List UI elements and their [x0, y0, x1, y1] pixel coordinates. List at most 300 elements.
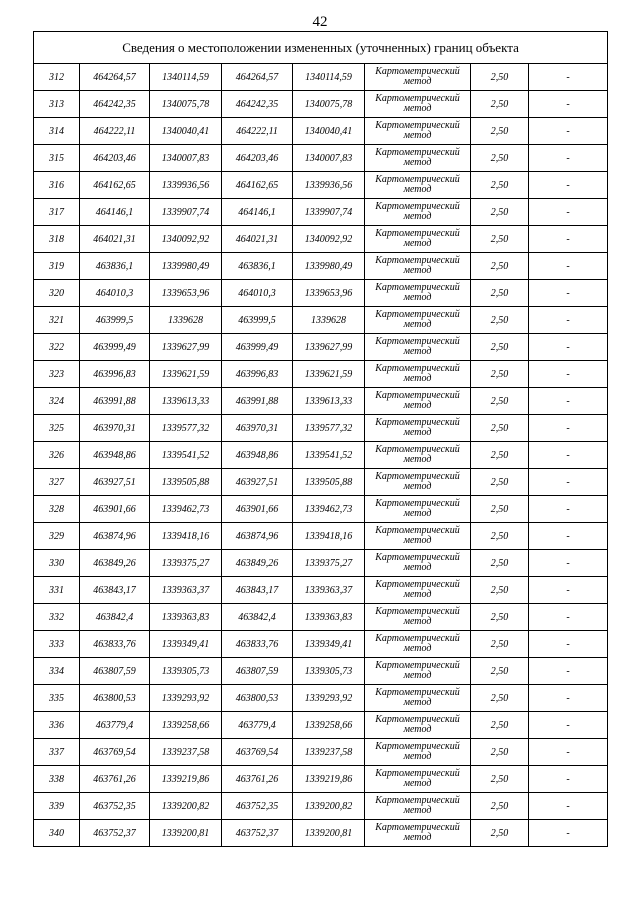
y-new-cell: 1339237,58 — [293, 739, 365, 766]
point-number-cell: 337 — [34, 739, 80, 766]
x-existing-cell: 463836,1 — [80, 253, 150, 280]
accuracy-cell: 2,50 — [471, 577, 529, 604]
note-cell: - — [529, 496, 608, 523]
table-row — [34, 199, 608, 226]
x-existing-cell: 463843,17 — [80, 577, 150, 604]
x-existing-cell: 463999,5 — [80, 307, 150, 334]
method-cell — [365, 280, 471, 307]
accuracy-cell: 2,50 — [471, 118, 529, 145]
method-line1: Картометрический — [375, 822, 460, 833]
method-line1: Картометрический — [375, 606, 460, 617]
note-cell: - — [529, 388, 608, 415]
x-existing-cell: 463752,37 — [80, 820, 150, 847]
method-line2: метод — [403, 103, 432, 114]
table-row — [34, 658, 608, 685]
y-new-cell: 1339505,88 — [293, 469, 365, 496]
x-existing-cell: 464162,65 — [80, 172, 150, 199]
point-number-cell: 335 — [34, 685, 80, 712]
x-existing-cell: 464264,57 — [80, 64, 150, 91]
note-cell: - — [529, 253, 608, 280]
method-line2: метод — [403, 346, 432, 357]
method-cell — [365, 172, 471, 199]
table-row — [34, 577, 608, 604]
method-line1: Картометрический — [375, 633, 460, 644]
method-cell — [365, 415, 471, 442]
note-cell: - — [529, 91, 608, 118]
accuracy-cell: 2,50 — [471, 64, 529, 91]
y-new-cell: 1339258,66 — [293, 712, 365, 739]
y-new-cell: 1339627,99 — [293, 334, 365, 361]
y-new-cell: 1340075,78 — [293, 91, 365, 118]
point-number-cell: 316 — [34, 172, 80, 199]
x-existing-cell: 464010,3 — [80, 280, 150, 307]
y-existing-cell: 1339200,82 — [150, 793, 222, 820]
method-line1: Картометрический — [375, 525, 460, 536]
x-new-cell: 463752,35 — [222, 793, 293, 820]
note-cell: - — [529, 415, 608, 442]
method-line2: метод — [403, 400, 432, 411]
y-existing-cell: 1339363,83 — [150, 604, 222, 631]
method-line2: метод — [403, 292, 432, 303]
note-cell: - — [529, 64, 608, 91]
point-number-cell: 336 — [34, 712, 80, 739]
accuracy-cell: 2,50 — [471, 523, 529, 550]
accuracy-cell: 2,50 — [471, 658, 529, 685]
method-line2: метод — [403, 373, 432, 384]
y-new-cell: 1340007,83 — [293, 145, 365, 172]
point-number-cell: 338 — [34, 766, 80, 793]
table-row — [34, 442, 608, 469]
y-existing-cell: 1339613,33 — [150, 388, 222, 415]
method-line2: метод — [403, 508, 432, 519]
x-new-cell: 463901,66 — [222, 496, 293, 523]
y-new-cell: 1339613,33 — [293, 388, 365, 415]
point-number-cell: 340 — [34, 820, 80, 847]
y-existing-cell: 1339237,58 — [150, 739, 222, 766]
point-number-cell: 318 — [34, 226, 80, 253]
y-new-cell: 1340114,59 — [293, 64, 365, 91]
note-cell: - — [529, 442, 608, 469]
method-line2: метод — [403, 265, 432, 276]
x-existing-cell: 463752,35 — [80, 793, 150, 820]
point-number-cell: 330 — [34, 550, 80, 577]
method-line1: Картометрический — [375, 363, 460, 374]
method-cell — [365, 820, 471, 847]
y-existing-cell: 1339258,66 — [150, 712, 222, 739]
method-line1: Картометрический — [375, 228, 460, 239]
method-line2: метод — [403, 832, 432, 843]
y-existing-cell: 1340114,59 — [150, 64, 222, 91]
accuracy-cell: 2,50 — [471, 415, 529, 442]
method-cell — [365, 685, 471, 712]
x-existing-cell: 463991,88 — [80, 388, 150, 415]
method-line2: метод — [403, 805, 432, 816]
point-number-cell: 317 — [34, 199, 80, 226]
x-new-cell: 463948,86 — [222, 442, 293, 469]
y-existing-cell: 1339305,73 — [150, 658, 222, 685]
method-line2: метод — [403, 589, 432, 600]
y-new-cell: 1339293,92 — [293, 685, 365, 712]
note-cell: - — [529, 631, 608, 658]
point-number-cell: 313 — [34, 91, 80, 118]
x-existing-cell: 463842,4 — [80, 604, 150, 631]
x-new-cell: 463970,31 — [222, 415, 293, 442]
x-new-cell: 464146,1 — [222, 199, 293, 226]
point-number-cell: 315 — [34, 145, 80, 172]
note-cell: - — [529, 523, 608, 550]
point-number-cell: 329 — [34, 523, 80, 550]
x-new-cell: 463874,96 — [222, 523, 293, 550]
x-existing-cell: 463769,54 — [80, 739, 150, 766]
y-existing-cell: 1339363,37 — [150, 577, 222, 604]
method-cell — [365, 145, 471, 172]
table-row — [34, 685, 608, 712]
y-existing-cell: 1339627,99 — [150, 334, 222, 361]
accuracy-cell: 2,50 — [471, 226, 529, 253]
x-existing-cell: 463849,26 — [80, 550, 150, 577]
point-number-cell: 332 — [34, 604, 80, 631]
method-line1: Картометрический — [375, 93, 460, 104]
y-new-cell: 1339363,37 — [293, 577, 365, 604]
method-line1: Картометрический — [375, 120, 460, 131]
accuracy-cell: 2,50 — [471, 280, 529, 307]
method-cell — [365, 442, 471, 469]
table-row — [34, 496, 608, 523]
y-new-cell: 1339200,81 — [293, 820, 365, 847]
method-cell — [365, 523, 471, 550]
x-existing-cell: 463779,4 — [80, 712, 150, 739]
table-row — [34, 253, 608, 280]
note-cell: - — [529, 820, 608, 847]
x-existing-cell: 463807,59 — [80, 658, 150, 685]
method-cell — [365, 199, 471, 226]
table-caption: Сведения о местоположении измененных (уточненных) границ объекта — [34, 32, 608, 64]
y-existing-cell: 1339621,59 — [150, 361, 222, 388]
method-line1: Картометрический — [375, 66, 460, 77]
method-cell — [365, 307, 471, 334]
method-line1: Картометрический — [375, 660, 460, 671]
y-new-cell: 1339541,52 — [293, 442, 365, 469]
accuracy-cell: 2,50 — [471, 388, 529, 415]
x-new-cell: 463807,59 — [222, 658, 293, 685]
method-cell — [365, 604, 471, 631]
y-existing-cell: 1339200,81 — [150, 820, 222, 847]
method-cell — [365, 388, 471, 415]
x-new-cell: 464242,35 — [222, 91, 293, 118]
x-new-cell: 463752,37 — [222, 820, 293, 847]
page-number: 42 — [312, 14, 328, 30]
table-row — [34, 91, 608, 118]
note-cell: - — [529, 739, 608, 766]
note-cell: - — [529, 712, 608, 739]
method-cell — [365, 226, 471, 253]
method-line2: метод — [403, 130, 432, 141]
x-new-cell: 463991,88 — [222, 388, 293, 415]
note-cell: - — [529, 145, 608, 172]
x-new-cell: 464162,65 — [222, 172, 293, 199]
method-line1: Картометрический — [375, 552, 460, 563]
y-new-cell: 1339980,49 — [293, 253, 365, 280]
x-new-cell: 464021,31 — [222, 226, 293, 253]
point-number-cell: 326 — [34, 442, 80, 469]
method-cell — [365, 334, 471, 361]
note-cell: - — [529, 334, 608, 361]
accuracy-cell: 2,50 — [471, 307, 529, 334]
method-line1: Картометрический — [375, 498, 460, 509]
x-new-cell: 463761,26 — [222, 766, 293, 793]
x-new-cell: 463996,83 — [222, 361, 293, 388]
x-new-cell: 464264,57 — [222, 64, 293, 91]
y-new-cell: 1340092,92 — [293, 226, 365, 253]
y-new-cell: 1339349,41 — [293, 631, 365, 658]
point-number-cell: 319 — [34, 253, 80, 280]
x-new-cell: 463833,76 — [222, 631, 293, 658]
method-cell — [365, 658, 471, 685]
table-row — [34, 631, 608, 658]
point-number-cell: 323 — [34, 361, 80, 388]
point-number-cell: 314 — [34, 118, 80, 145]
table-row — [34, 388, 608, 415]
y-existing-cell: 1339505,88 — [150, 469, 222, 496]
table-row — [34, 793, 608, 820]
table-row — [34, 415, 608, 442]
method-line1: Картометрический — [375, 174, 460, 185]
x-new-cell: 463800,53 — [222, 685, 293, 712]
accuracy-cell: 2,50 — [471, 91, 529, 118]
note-cell: - — [529, 604, 608, 631]
y-existing-cell: 1339980,49 — [150, 253, 222, 280]
method-line1: Картометрический — [375, 417, 460, 428]
table-row — [34, 172, 608, 199]
x-new-cell: 463999,5 — [222, 307, 293, 334]
point-number-cell: 312 — [34, 64, 80, 91]
y-existing-cell: 1339541,52 — [150, 442, 222, 469]
table-row — [34, 145, 608, 172]
note-cell: - — [529, 361, 608, 388]
method-line1: Картометрический — [375, 795, 460, 806]
y-new-cell: 1339621,59 — [293, 361, 365, 388]
method-line1: Картометрический — [375, 390, 460, 401]
x-new-cell: 463843,17 — [222, 577, 293, 604]
x-existing-cell: 463996,83 — [80, 361, 150, 388]
y-existing-cell: 1340075,78 — [150, 91, 222, 118]
table-row — [34, 604, 608, 631]
method-cell — [365, 361, 471, 388]
y-new-cell: 1339462,73 — [293, 496, 365, 523]
note-cell: - — [529, 793, 608, 820]
y-existing-cell: 1339418,16 — [150, 523, 222, 550]
x-new-cell: 463769,54 — [222, 739, 293, 766]
accuracy-cell: 2,50 — [471, 766, 529, 793]
method-line1: Картометрический — [375, 741, 460, 752]
y-new-cell: 1339363,83 — [293, 604, 365, 631]
x-existing-cell: 463761,26 — [80, 766, 150, 793]
method-cell — [365, 766, 471, 793]
accuracy-cell: 2,50 — [471, 820, 529, 847]
accuracy-cell: 2,50 — [471, 469, 529, 496]
x-existing-cell: 463833,76 — [80, 631, 150, 658]
y-existing-cell: 1339936,56 — [150, 172, 222, 199]
note-cell: - — [529, 469, 608, 496]
method-line2: метод — [403, 724, 432, 735]
accuracy-cell: 2,50 — [471, 334, 529, 361]
x-existing-cell: 463800,53 — [80, 685, 150, 712]
y-existing-cell: 1339907,74 — [150, 199, 222, 226]
point-number-cell: 322 — [34, 334, 80, 361]
note-cell: - — [529, 577, 608, 604]
y-existing-cell: 1339462,73 — [150, 496, 222, 523]
method-line2: метод — [403, 184, 432, 195]
accuracy-cell: 2,50 — [471, 685, 529, 712]
accuracy-cell: 2,50 — [471, 361, 529, 388]
x-new-cell: 463836,1 — [222, 253, 293, 280]
point-number-cell: 320 — [34, 280, 80, 307]
x-existing-cell: 464021,31 — [80, 226, 150, 253]
method-cell — [365, 577, 471, 604]
x-existing-cell: 464242,35 — [80, 91, 150, 118]
x-new-cell: 463842,4 — [222, 604, 293, 631]
method-line2: метод — [403, 319, 432, 330]
method-line2: метод — [403, 697, 432, 708]
x-existing-cell: 463901,66 — [80, 496, 150, 523]
y-new-cell: 1339577,32 — [293, 415, 365, 442]
note-cell: - — [529, 280, 608, 307]
y-existing-cell: 1340007,83 — [150, 145, 222, 172]
y-new-cell: 1339936,56 — [293, 172, 365, 199]
accuracy-cell: 2,50 — [471, 199, 529, 226]
y-existing-cell: 1340040,41 — [150, 118, 222, 145]
table-row — [34, 118, 608, 145]
method-line2: метод — [403, 76, 432, 87]
method-line1: Картометрический — [375, 147, 460, 158]
y-new-cell: 1339200,82 — [293, 793, 365, 820]
method-line2: метод — [403, 238, 432, 249]
method-line1: Картометрический — [375, 579, 460, 590]
point-number-cell: 328 — [34, 496, 80, 523]
method-cell — [365, 550, 471, 577]
method-line1: Картометрический — [375, 282, 460, 293]
y-existing-cell: 1339349,41 — [150, 631, 222, 658]
table-row — [34, 523, 608, 550]
accuracy-cell: 2,50 — [471, 550, 529, 577]
x-new-cell: 463999,49 — [222, 334, 293, 361]
y-new-cell: 1339628 — [293, 307, 365, 334]
point-number-cell: 333 — [34, 631, 80, 658]
x-existing-cell: 464203,46 — [80, 145, 150, 172]
method-cell — [365, 712, 471, 739]
method-line1: Картометрический — [375, 255, 460, 266]
note-cell: - — [529, 658, 608, 685]
x-new-cell: 463849,26 — [222, 550, 293, 577]
method-line2: метод — [403, 670, 432, 681]
table-row — [34, 820, 608, 847]
accuracy-cell: 2,50 — [471, 739, 529, 766]
table-row — [34, 280, 608, 307]
method-line2: метод — [403, 427, 432, 438]
y-new-cell: 1340040,41 — [293, 118, 365, 145]
accuracy-cell: 2,50 — [471, 712, 529, 739]
table-caption-row — [34, 32, 608, 64]
method-line2: метод — [403, 454, 432, 465]
x-existing-cell: 463970,31 — [80, 415, 150, 442]
note-cell: - — [529, 550, 608, 577]
method-line2: метод — [403, 481, 432, 492]
table-row — [34, 712, 608, 739]
method-line2: метод — [403, 157, 432, 168]
table-row — [34, 469, 608, 496]
method-line1: Картометрический — [375, 687, 460, 698]
y-new-cell: 1339418,16 — [293, 523, 365, 550]
note-cell: - — [529, 307, 608, 334]
point-number-cell: 334 — [34, 658, 80, 685]
table-row — [34, 739, 608, 766]
method-line1: Картометрический — [375, 471, 460, 482]
accuracy-cell: 2,50 — [471, 145, 529, 172]
note-cell: - — [529, 766, 608, 793]
y-existing-cell: 1339628 — [150, 307, 222, 334]
method-cell — [365, 793, 471, 820]
method-cell — [365, 469, 471, 496]
y-new-cell: 1339305,73 — [293, 658, 365, 685]
y-new-cell: 1339653,96 — [293, 280, 365, 307]
method-cell — [365, 64, 471, 91]
method-cell — [365, 118, 471, 145]
note-cell: - — [529, 199, 608, 226]
x-new-cell: 464222,11 — [222, 118, 293, 145]
y-new-cell: 1339219,86 — [293, 766, 365, 793]
point-number-cell: 331 — [34, 577, 80, 604]
x-existing-cell: 463948,86 — [80, 442, 150, 469]
x-new-cell: 464010,3 — [222, 280, 293, 307]
method-line2: метод — [403, 778, 432, 789]
accuracy-cell: 2,50 — [471, 496, 529, 523]
table-row — [34, 307, 608, 334]
method-line1: Картометрический — [375, 201, 460, 212]
method-line2: метод — [403, 643, 432, 654]
method-line2: метод — [403, 562, 432, 573]
point-number-cell: 321 — [34, 307, 80, 334]
note-cell: - — [529, 685, 608, 712]
method-line2: метод — [403, 535, 432, 546]
x-new-cell: 463779,4 — [222, 712, 293, 739]
method-line1: Картометрический — [375, 714, 460, 725]
method-line2: метод — [403, 616, 432, 627]
method-cell — [365, 253, 471, 280]
x-existing-cell: 463927,51 — [80, 469, 150, 496]
note-cell: - — [529, 226, 608, 253]
y-existing-cell: 1339653,96 — [150, 280, 222, 307]
method-line1: Картометрический — [375, 768, 460, 779]
accuracy-cell: 2,50 — [471, 253, 529, 280]
x-new-cell: 464203,46 — [222, 145, 293, 172]
method-line1: Картометрический — [375, 309, 460, 320]
boundary-coordinates-table — [33, 31, 608, 847]
accuracy-cell: 2,50 — [471, 172, 529, 199]
x-existing-cell: 464222,11 — [80, 118, 150, 145]
x-new-cell: 463927,51 — [222, 469, 293, 496]
table-row — [34, 334, 608, 361]
y-existing-cell: 1339375,27 — [150, 550, 222, 577]
method-line2: метод — [403, 211, 432, 222]
table-row — [34, 361, 608, 388]
method-cell — [365, 91, 471, 118]
note-cell: - — [529, 172, 608, 199]
method-line1: Картометрический — [375, 444, 460, 455]
accuracy-cell: 2,50 — [471, 442, 529, 469]
table-row — [34, 226, 608, 253]
y-new-cell: 1339907,74 — [293, 199, 365, 226]
point-number-cell: 324 — [34, 388, 80, 415]
